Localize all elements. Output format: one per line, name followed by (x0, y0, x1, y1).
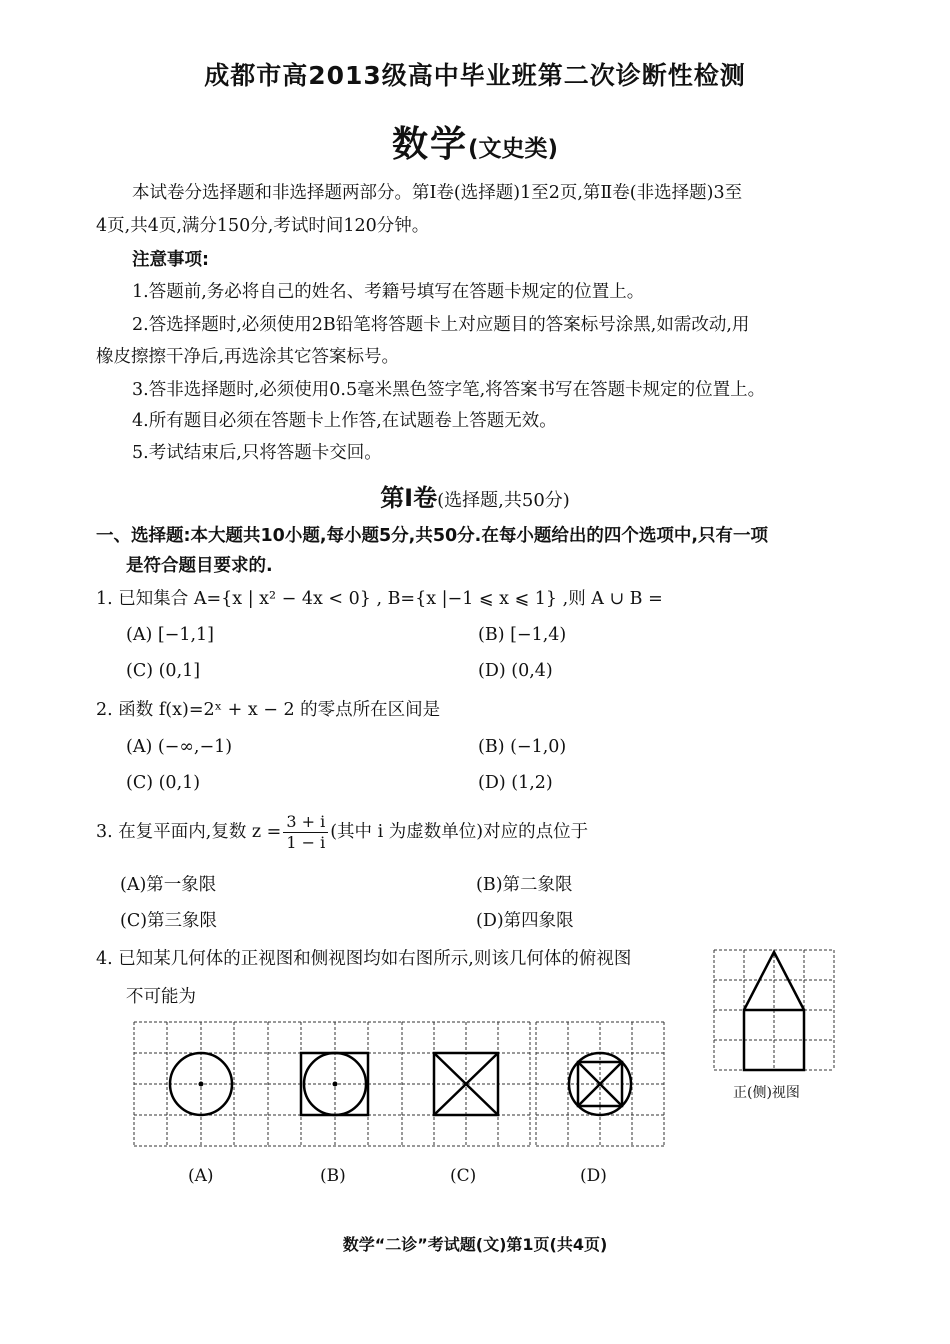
subject-name: 数学 (391, 124, 468, 165)
question-3-stem (96, 810, 588, 854)
section-1-name: 第Ⅰ卷 (380, 484, 438, 512)
question-1-option-c: (C) (0,1] (126, 661, 201, 681)
question-3-stem-post: (其中 i 为虚数单位)对应的点位于 (330, 822, 589, 842)
note-item-1: 1.答题前,务必将自己的姓名、考籍号填写在答题卡规定的位置上。 (132, 282, 645, 302)
fraction-numerator: 3 + i (283, 812, 328, 833)
option-c-label: (C) (450, 1166, 477, 1186)
view-label: 正(侧)视图 (733, 1085, 800, 1101)
question-3-option-b: (B)第二象限 (476, 875, 573, 895)
question-2-option-b: (B) (−1,0) (478, 737, 567, 757)
section-1-title (0, 478, 950, 513)
option-c-figure (402, 1020, 542, 1150)
front-side-view-figure (714, 950, 840, 1080)
question-1-stem: 1. 已知集合 A={x | x² − 4x < 0} , B={x |−1 ⩽ x ⩽ 1} ,则 A ∪ B = (96, 589, 663, 609)
note-item-5: 5.考试结束后,只将答题卡交回。 (132, 443, 382, 463)
note-item-4: 4.所有题目必须在答题卡上作答,在试题卷上答题无效。 (132, 411, 557, 431)
exam-title: 成都市高2013级高中毕业班第二次诊断性检测 (204, 61, 746, 90)
question-3-option-d: (D)第四象限 (476, 911, 574, 931)
note-item-3: 3.答非选择题时,必须使用0.5毫米黑色签字笔,将答案书写在答题卡规定的位置上。 (132, 380, 766, 400)
question-1-option-d: (D) (0,4) (478, 661, 553, 681)
section-1-subtitle: (选择题,共50分) (437, 490, 570, 511)
question-3-option-a: (A)第一象限 (120, 875, 217, 895)
question-2-option-c: (C) (0,1) (126, 773, 201, 793)
section-1-instruction: 一、选择题:本大题共10小题,每小题5分,共50分.在每小题给出的四个选项中,只有一项 (96, 526, 768, 546)
question-1-option-a: (A) [−1,1] (126, 625, 215, 645)
section-1-instruction-cont: 是符合题目要求的. (126, 556, 273, 576)
intro-line-1: 本试卷分选择题和非选择题两部分。第Ⅰ卷(选择题)1至2页,第Ⅱ卷(非选择题)3至 (132, 183, 743, 203)
subject-title (0, 116, 950, 167)
page-footer: 数学“二诊”考试题(文)第1页(共4页) (342, 1235, 608, 1254)
subject-category: (文史类) (467, 136, 559, 162)
intro-line-2: 4页,共4页,满分150分,考试时间120分钟。 (96, 216, 430, 236)
option-d-figure (536, 1020, 676, 1150)
question-1-option-b: (B) [−1,4) (478, 625, 567, 645)
fraction-denominator: 1 − i (286, 833, 326, 852)
option-a-label: (A) (188, 1166, 214, 1186)
note-item-2: 2.答选择题时,必须使用2B铅笔将答题卡上对应题目的答案标号涂黑,如需改动,用 (132, 315, 750, 335)
question-4-stem-cont: 不可能为 (126, 987, 196, 1007)
notes-heading: 注意事项: (132, 250, 209, 270)
option-b-figure (268, 1020, 408, 1150)
option-b-label: (B) (320, 1166, 346, 1186)
question-2-option-a: (A) (−∞,−1) (126, 737, 233, 757)
question-3-stem-pre: 3. 在复平面内,复数 z = (96, 822, 282, 842)
question-4-stem: 4. 已知某几何体的正视图和侧视图均如右图所示,则该几何体的俯视图 (96, 949, 632, 969)
option-d-label: (D) (580, 1166, 607, 1186)
note-item-2-cont: 橡皮擦擦干净后,再选涂其它答案标号。 (96, 347, 400, 367)
question-3-option-c: (C)第三象限 (120, 911, 218, 931)
option-a-figure (134, 1020, 274, 1150)
complex-fraction (283, 812, 328, 853)
question-2-stem: 2. 函数 f(x)=2ˣ + x − 2 的零点所在区间是 (96, 700, 441, 720)
question-2-option-d: (D) (1,2) (478, 773, 553, 793)
